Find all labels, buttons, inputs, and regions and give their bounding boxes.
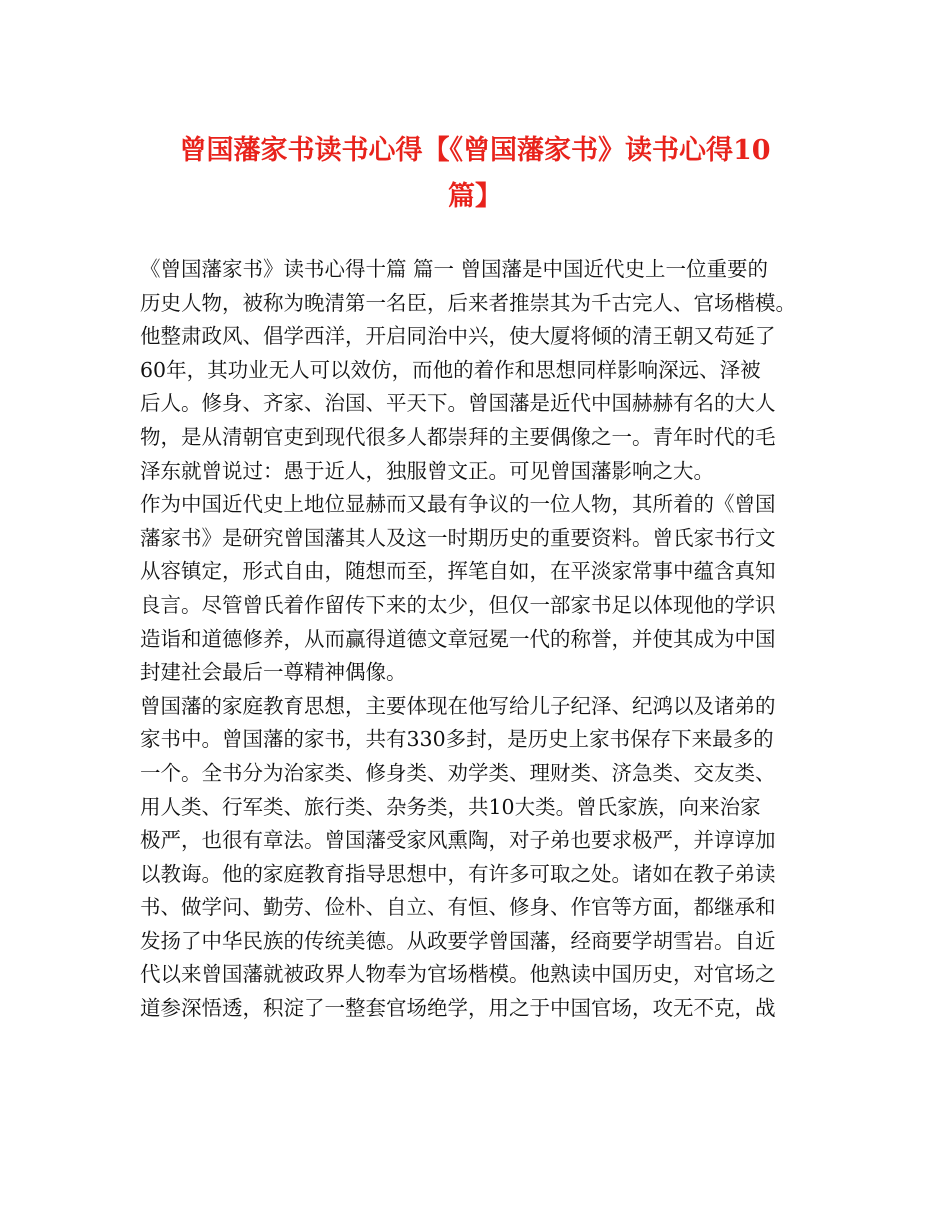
body-line: 封建社会最后一尊精神偶像。 [140,660,407,685]
document-title [140,128,810,220]
body-line: 以教诲。他的家庭教育指导思想中，有许多可取之处。诸如在教子弟读 [140,861,776,886]
body-line: 历史人物，被称为晚清第一名臣，后来者推崇其为千古完人、官场楷模。 [140,290,796,315]
body-line: 一个。全书分为治家类、修身类、劝学类、理财类、济急类、交友类、 [140,760,776,785]
body-line: 从容镇定，形式自由，随想而至，挥笔自如，在平淡家常事中蕴含真知 [140,559,776,584]
body-line: 他整肃政风、倡学西洋，开启同治中兴，使大厦将倾的清王朝又苟延了 [140,324,776,349]
body-line: 道参深悟透，积淀了一整套官场绝学，用之于中国官场，攻无不克，战 [140,996,776,1021]
body-line: 《曾国藩家书》读书心得十篇 篇一 曾国藩是中国近代史上一位重要的 [140,257,769,281]
body-line: 作为中国近代史上地位显赫而又最有争议的一位人物，其所着的《曾国 [140,492,776,517]
body-line: 用人类、行军类、旅行类、杂务类，共10大类。曾氏家族，向来治家 [140,794,761,819]
body-line: 代以来曾国藩就被政界人物奉为官场楷模。他熟读中国历史，对官场之 [140,962,776,987]
body-line: 家书中。曾国藩的家书，共有330多封，是历史上家书保存下来最多的 [140,727,774,752]
body-line: 物，是从清朝官吏到现代很多人都崇拜的主要偶像之一。青年时代的毛 [140,424,776,449]
title-line: 曾国藩家书读书心得【《曾国藩家书》读书心得10 [179,135,771,166]
body-line: 极严，也很有章法。曾国藩受家风熏陶，对子弟也要求极严，并谆谆加 [140,828,776,853]
body-line: 泽东就曾说过：愚于近人，独服曾文正。可见曾国藩影响之大。 [140,458,714,483]
body-line: 曾国藩的家庭教育思想，主要体现在他写给儿子纪泽、纪鸿以及诸弟的 [140,693,776,718]
title-line: 篇】 [448,181,502,212]
body-line: 后人。修身、齐家、治国、平天下。曾国藩是近代中国赫赫有名的大人 [140,391,776,416]
body-line: 60年，其功业无人可以效仿，而他的着作和思想同样影响深远、泽被 [140,357,761,382]
body-line: 良言。尽管曾氏着作留传下来的太少，但仅一部家书足以体现他的学识 [140,592,776,617]
body-line: 造诣和道德修养，从而赢得道德文章冠冕一代的称誉，并使其成为中国 [140,626,776,651]
document-body [140,253,810,1026]
body-line: 藩家书》是研究曾国藩其人及这一时期历史的重要资料。曾氏家书行文 [140,525,776,550]
body-line: 发扬了中华民族的传统美德。从政要学曾国藩，经商要学胡雪岩。自近 [140,928,776,953]
body-line: 书、做学问、勤劳、俭朴、自立、有恒、修身、作官等方面，都继承和 [140,895,776,920]
